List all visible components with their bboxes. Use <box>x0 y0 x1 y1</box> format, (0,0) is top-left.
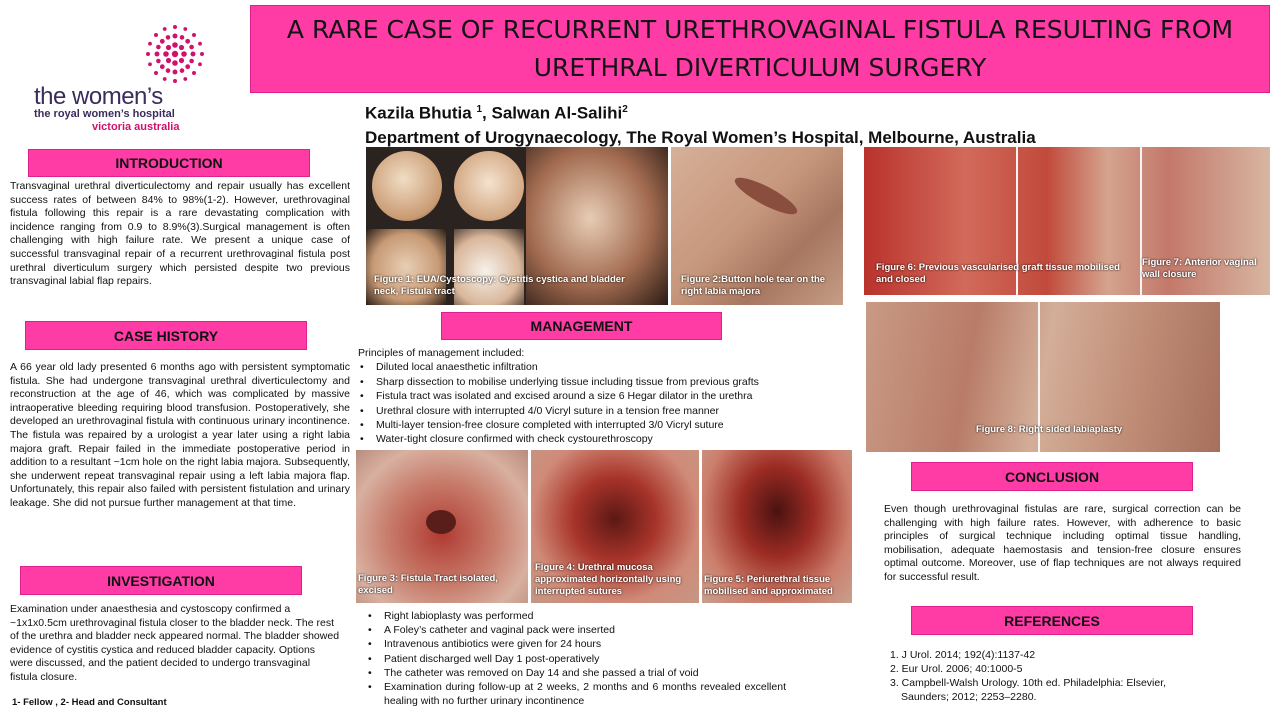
list-item: • Patient discharged well Day 1 post-operatively <box>366 652 786 666</box>
case-history-text: A 66 year old lady presented 6 months ago with persistent symptomatic fistula. She had undergone transvaginal urethral diverticulectomy and reconstruction at the age of 46, which was complicated by massive intraoperative bleeding requiring blood transfusion. Postoperatively, she developed an urethrovaginal fistula with continuous urinary incontinence. The fistula was repaired by a urologist a year later using a right labia majora graft. Repair failed in the immediate postoperative period in addition to a resultant ~1cm hole on the right labia majora. Subsequently, she underwent repeat transvaginal repair using a left labia majora flap. Unfortunately, this repair also failed with persistent fistulation and urinary leakage. She did not pursue further management at that time. <box>10 361 350 509</box>
figure-8-caption: Figure 8: Right sided labiaplasty <box>976 424 1123 435</box>
list-item: • Sharp dissection to mobilise underlying tissue including tissue from previous grafts <box>358 375 858 389</box>
investigation-text: Examination under anaesthesia and cystoscopy confirmed a ~1x1x0.5cm urethrovaginal fistula closer to the bladder neck. The rest of the urethra and bladder neck appeared normal. The bladder showed evidence of cystitis cystica and reduced bladder capacity. Options were discussed, and the patient decided to undergo transvaginal fistula closure. <box>10 603 340 683</box>
author-2: , Salwan Al-Salihi <box>482 103 623 123</box>
figure-2-image <box>671 147 843 305</box>
introduction-heading: INTRODUCTION <box>28 149 310 177</box>
author-1: Kazila Bhutia <box>365 103 472 123</box>
figure-4-caption: Figure 4: Urethral mucosa approximated horizontally using interrupted sutures <box>535 562 682 597</box>
management-intro: Principles of management included: <box>358 347 525 359</box>
conclusion-text: Even though urethrovaginal fistulas are rare, surgical correction can be challenging with high failure rates. However, with adherence to basic principles of surgical technique including optimal tissue handling, mobilisation, adequate haemostasis and tension-free closure ensures optimal outcome. Moreover, use of flap techniques are not always required for successful result. <box>884 503 1241 583</box>
affiliation-footnote: 1- Fellow , 2- Head and Consultant <box>12 697 167 708</box>
logo-location: victoria australia <box>92 121 180 133</box>
author-block <box>365 98 1036 150</box>
figure-2-caption: Figure 2:Button hole tear on the right labia majora <box>681 274 826 297</box>
reference-item: 1. J Urol. 2014; 192(4):1137-42 <box>890 649 1036 661</box>
management-heading: MANAGEMENT <box>441 312 722 340</box>
management-bullets <box>358 360 858 446</box>
figure-3-caption: Figure 3: Fistula Tract isolated, excised <box>358 573 498 596</box>
logo-dots-icon <box>10 18 240 90</box>
list-item: • A Foley’s catheter and vaginal pack were inserted <box>366 623 786 637</box>
conclusion-heading: CONCLUSION <box>911 462 1193 491</box>
figure-5-image <box>702 450 852 603</box>
list-item: • Urethral closure with interrupted 4/0 Vicryl suture in a tension free manner <box>358 404 858 418</box>
postop-bullets <box>366 609 786 708</box>
logo-wordmark: the women’s <box>34 83 163 110</box>
references-list <box>890 648 1230 704</box>
figure-4-image <box>531 450 699 603</box>
list-item: • Fistula tract was isolated and excised around a size 6 Hegar dilator in the urethra <box>358 389 858 403</box>
list-item: • Intravenous antibiotics were given for 24 hours <box>366 637 786 651</box>
poster-title: A RARE CASE OF RECURRENT URETHROVAGINAL FISTULA RESULTING FROM URETHRAL DIVERTICULUM SURGERY <box>286 15 1234 82</box>
figure-5-caption: Figure 5: Periurethral tissue mobilised and approximated <box>704 574 833 597</box>
references-heading: REFERENCES <box>911 606 1193 635</box>
management-list <box>358 346 858 447</box>
title-banner <box>250 5 1270 93</box>
list-item: • Examination during follow-up at 2 weeks, 2 months and 6 months revealed excellent healing with no further urinary incontinence <box>366 680 786 708</box>
figure-3-image <box>356 450 528 603</box>
list-item: • The catheter was removed on Day 14 and she passed a trial of void <box>366 666 786 680</box>
figure-1-caption: Figure 1: EUA/Cystoscopy: Cystitis cystica and bladder neck, Fistula tract <box>374 274 625 297</box>
author-line <box>365 98 1036 126</box>
list-item: • Diluted local anaesthetic infiltration <box>358 360 858 374</box>
reference-item: 3. Campbell-Walsh Urology. 10th ed. Philadelphia: Elsevier, <box>890 677 1167 689</box>
case-history-heading: CASE HISTORY <box>25 321 307 350</box>
figure-6-7-image <box>864 147 1270 295</box>
hospital-logo <box>10 18 240 143</box>
postop-list <box>366 609 786 708</box>
logo-subtitle: the royal women’s hospital <box>34 108 175 120</box>
figure-8-image <box>866 302 1220 452</box>
reference-item: Saunders; 2012; 2253–2280. <box>901 691 1037 703</box>
list-item: • Water-tight closure confirmed with check cystourethroscopy <box>358 432 858 446</box>
list-item: • Multi-layer tension-free closure completed with interrupted 3/0 Vicryl suture <box>358 418 858 432</box>
author-2-affiliation: 2 <box>622 104 628 115</box>
figure-7-caption: Figure 7: Anterior vaginal wall closure <box>1142 257 1257 280</box>
department: Department of Urogynaecology, The Royal Women’s Hospital, Melbourne, Australia <box>365 127 1036 147</box>
investigation-heading: INVESTIGATION <box>20 566 302 595</box>
author-1-affiliation: 1 <box>476 104 483 115</box>
figure-6-caption: Figure 6: Previous vascularised graft tissue mobilised and closed <box>876 262 1120 285</box>
figure-1-image <box>366 147 668 305</box>
list-item: • Right labioplasty was performed <box>366 609 786 623</box>
reference-item: 2. Eur Urol. 2006; 40:1000-5 <box>890 663 1023 675</box>
introduction-text: Transvaginal urethral diverticulectomy and repair usually has excellent success rates of between 84% to 98%(1-2). However, urethrovaginal fistula following this repair is a rare devastating complication with incidence ranging from 0.9 to 8.9%(3).Surgical management is often challenging with high failure rate. We present a unique case of successful transvaginal repair of a recurrent urethrovaginal fistula post urethral diverticulum surgery which persisted despite two previous transvaginal labial flap repairs. <box>10 180 350 288</box>
